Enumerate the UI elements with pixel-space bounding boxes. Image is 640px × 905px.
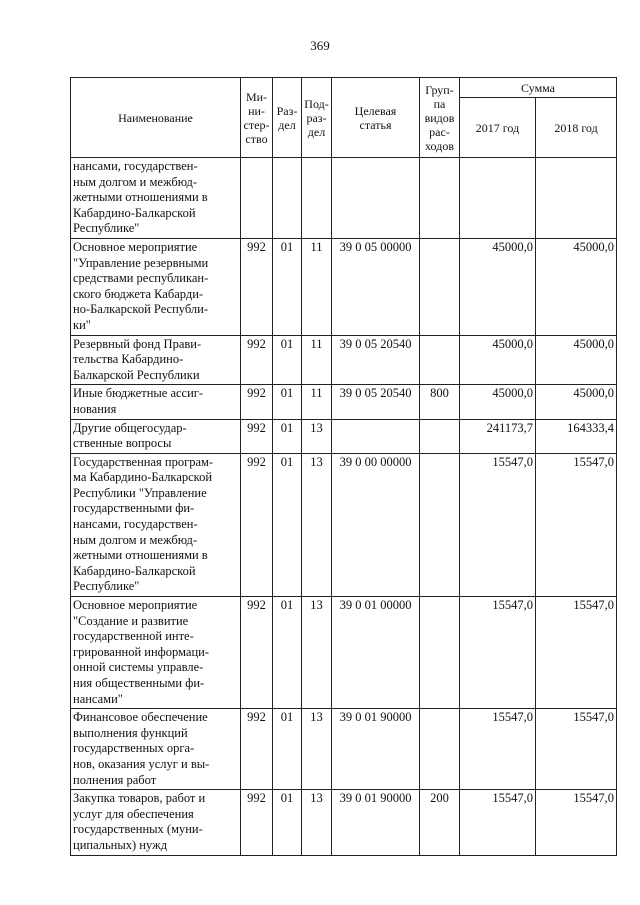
cell-subsection: 13 <box>302 419 332 453</box>
cell-target: 39 0 05 20540 <box>332 385 420 419</box>
cell-target: 39 0 05 00000 <box>332 238 420 335</box>
cell-section: 01 <box>273 385 302 419</box>
cell-ministry: 992 <box>241 335 273 385</box>
cell-2018: 15547,0 <box>536 709 617 790</box>
table-body <box>71 158 617 856</box>
cell-2018: 15547,0 <box>536 597 617 709</box>
cell-ministry: 992 <box>241 709 273 790</box>
cell-subsection: 13 <box>302 453 332 596</box>
cell-ministry: 992 <box>241 790 273 855</box>
cell-2017: 15547,0 <box>460 453 536 596</box>
header-sum: Сумма <box>460 78 617 98</box>
cell-2018: 164333,4 <box>536 419 617 453</box>
cell-name: нансами, государствен- ным долгом и межбюд- жетными отношениями в Кабардино-Балкарской Республике" <box>71 158 241 239</box>
cell-subsection: 13 <box>302 709 332 790</box>
cell-expense-group <box>420 453 460 596</box>
cell-expense-group <box>420 158 460 239</box>
cell-expense-group <box>420 238 460 335</box>
cell-subsection <box>302 158 332 239</box>
header-year-2017: 2017 год <box>460 98 536 158</box>
page-number: 369 <box>310 38 330 53</box>
table-row <box>71 790 617 855</box>
cell-2017: 241173,7 <box>460 419 536 453</box>
cell-name: Основное мероприятие "Управление резервными средствами республикан- ского бюджета Кабарди- но-Балкарской Республи- ки" <box>71 238 241 335</box>
cell-subsection: 11 <box>302 385 332 419</box>
cell-target: 39 0 01 90000 <box>332 709 420 790</box>
table-row <box>71 385 617 419</box>
cell-name: Резервный фонд Прави- тельства Кабардино- Балкарской Республики <box>71 335 241 385</box>
cell-section: 01 <box>273 419 302 453</box>
cell-section <box>273 158 302 239</box>
cell-2017: 15547,0 <box>460 709 536 790</box>
cell-name: Государственная програм- ма Кабардино-Балкарской Республики "Управление государственными фи- нансами, государствен- ным долгом и межбюд- жетными отношениями в Кабардино-Балкарской Республике" <box>71 453 241 596</box>
cell-name: Финансовое обеспечение выполнения функций государственных орга- нов, оказания услуг и вы- полнения работ <box>71 709 241 790</box>
cell-2017: 45000,0 <box>460 385 536 419</box>
cell-expense-group: 800 <box>420 385 460 419</box>
cell-expense-group <box>420 597 460 709</box>
table-row <box>71 597 617 709</box>
cell-name: Основное мероприятие "Создание и развитие государственной инте- грированной информаци- онной системы управле- ния общественными фи- нансами" <box>71 597 241 709</box>
header-year-2018: 2018 год <box>536 98 617 158</box>
table-row <box>71 238 617 335</box>
cell-expense-group: 200 <box>420 790 460 855</box>
cell-2018: 15547,0 <box>536 790 617 855</box>
header-section: Раз- дел <box>273 78 302 158</box>
cell-subsection: 11 <box>302 335 332 385</box>
cell-name: Закупка товаров, работ и услуг для обеспечения государственных (муни- ципальных) нужд <box>71 790 241 855</box>
cell-target: 39 0 05 20540 <box>332 335 420 385</box>
cell-ministry: 992 <box>241 385 273 419</box>
table-row <box>71 335 617 385</box>
cell-expense-group <box>420 335 460 385</box>
cell-name: Иные бюджетные ассиг- нования <box>71 385 241 419</box>
cell-2017: 15547,0 <box>460 597 536 709</box>
cell-expense-group <box>420 419 460 453</box>
cell-2017: 45000,0 <box>460 335 536 385</box>
cell-target: 39 0 01 90000 <box>332 790 420 855</box>
cell-target <box>332 419 420 453</box>
cell-2017: 15547,0 <box>460 790 536 855</box>
cell-subsection: 11 <box>302 238 332 335</box>
cell-2018: 45000,0 <box>536 238 617 335</box>
cell-2017: 45000,0 <box>460 238 536 335</box>
table-row <box>71 709 617 790</box>
header-name: Наименование <box>71 78 241 158</box>
cell-target: 39 0 00 00000 <box>332 453 420 596</box>
cell-ministry: 992 <box>241 453 273 596</box>
cell-section: 01 <box>273 709 302 790</box>
cell-2018: 45000,0 <box>536 385 617 419</box>
cell-section: 01 <box>273 597 302 709</box>
header-ministry: Ми- ни- стер- ство <box>241 78 273 158</box>
cell-target <box>332 158 420 239</box>
table-row <box>71 158 617 239</box>
cell-2018: 45000,0 <box>536 335 617 385</box>
cell-name: Другие общегосудар- ственные вопросы <box>71 419 241 453</box>
cell-section: 01 <box>273 238 302 335</box>
cell-ministry: 992 <box>241 419 273 453</box>
cell-subsection: 13 <box>302 597 332 709</box>
cell-expense-group <box>420 709 460 790</box>
budget-table <box>70 77 617 856</box>
table-row <box>71 453 617 596</box>
header-expense-group: Груп- па видов рас- ходов <box>420 78 460 158</box>
header-target: Целевая статья <box>332 78 420 158</box>
cell-2017 <box>460 158 536 239</box>
cell-ministry: 992 <box>241 238 273 335</box>
table-header <box>71 78 617 158</box>
cell-section: 01 <box>273 453 302 596</box>
cell-2018: 15547,0 <box>536 453 617 596</box>
cell-ministry: 992 <box>241 597 273 709</box>
cell-section: 01 <box>273 335 302 385</box>
cell-target: 39 0 01 00000 <box>332 597 420 709</box>
cell-ministry <box>241 158 273 239</box>
table-row <box>71 419 617 453</box>
cell-subsection: 13 <box>302 790 332 855</box>
header-subsection: Под- раз- дел <box>302 78 332 158</box>
cell-2018 <box>536 158 617 239</box>
cell-section: 01 <box>273 790 302 855</box>
